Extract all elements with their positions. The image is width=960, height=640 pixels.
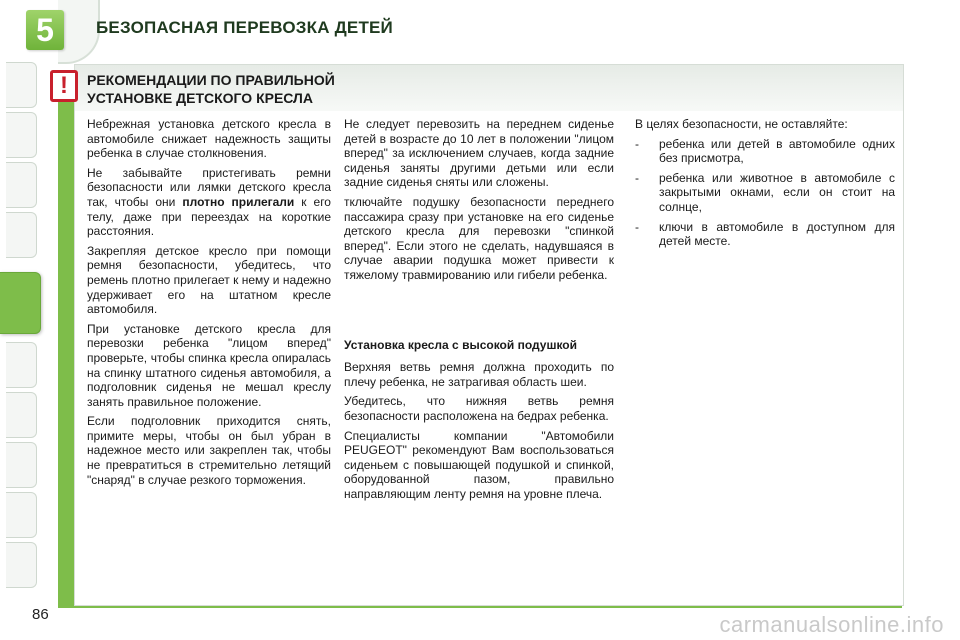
content-panel <box>74 64 904 606</box>
chapter-title: БЕЗОПАСНАЯ ПЕРЕВОЗКА ДЕТЕЙ <box>96 18 393 37</box>
paragraph: Небрежная установка детского кресла в автомобиле снижает надежность защиты ребенка в случае столкновения. <box>87 117 331 161</box>
chapter-tab[interactable] <box>6 492 37 538</box>
column-3 <box>635 117 895 254</box>
bold-emphasis: плотно прилегали <box>182 194 295 209</box>
chapter-tab-active[interactable] <box>0 272 41 334</box>
list-item-text: ребенка или детей в автомобиле одних без присмотра, <box>659 136 895 166</box>
chapter-tab[interactable] <box>6 62 37 108</box>
chapter-tab[interactable] <box>6 442 37 488</box>
paragraph: Специалисты компании "Автомобили PEUGEOT" рекомендуют Вам воспользоваться сиденьем с повышающей подушкой и спинкой, оборудованной пазом, правильно направляющим ленту ремня на уровне плеча. <box>344 428 614 501</box>
list-item-text: ребенка или животное в автомобиле с закрытыми окнами, если он стоит на солнце, <box>659 170 895 214</box>
list-item <box>635 137 895 166</box>
paragraph: При установке детского кресла для перевозки ребенка "лицом вперед" проверьте, чтобы спинка кресла опиралась на спинку штатного сиденья автомобиля, а подголовник сиденья не мешал креслу занять правильное положение. <box>87 321 331 409</box>
paragraph: В целях безопасности, не оставляйте: <box>635 117 848 131</box>
list-item-text: ключи в автомобиле в доступном для детей месте. <box>659 219 895 249</box>
paragraph-text: Не забывайте пристегивать ремни безопасности или лямки детского кресла так, чтобы они <box>87 165 331 209</box>
warning-icon <box>50 70 78 102</box>
chapter-tab[interactable] <box>6 342 37 388</box>
chapter-tab[interactable] <box>6 542 37 588</box>
paragraph: Верхняя ветвь ремня должна проходить по плечу ребенка, не затрагивая область шеи. <box>344 360 614 389</box>
chapter-number-badge: 5 <box>26 10 64 50</box>
paragraph: Не следует перевозить на переднем сиденье детей в возрасте до 10 лет в положении "лицом вперед" за исключением случаев, когда задние сиденья заняты другими детьми или если задние сиденья сняты или сложены. <box>344 117 614 190</box>
paragraph <box>87 166 331 239</box>
list-item <box>635 220 895 249</box>
paragraph: тключайте подушку безопасности переднего пассажира сразу при установке на его сиденье детского кресла для перевозки "спинкой вперед". Если этого не сделать, надувшаяся в случае аварии подушка может привести к тяжелому травмированию или гибели ребенка. <box>344 194 614 282</box>
chapter-tab[interactable] <box>6 212 37 258</box>
paragraph: Если подголовник приходится снять, примите меры, чтобы он был убран в надежное место или закреплен так, чтобы не превратиться в стремительно летящий "снаряд" в случае резкого торможения. <box>87 414 331 487</box>
paragraph: Убедитесь, что нижняя ветвь ремня безопасности расположена на бедрах ребенка. <box>344 394 614 423</box>
section-title <box>87 71 335 107</box>
exclamation-icon: ! <box>60 72 68 99</box>
paragraph-text: к его телу, даже при переездах на короткие расстояния. <box>87 194 331 239</box>
chapter-tab[interactable] <box>6 112 37 158</box>
section-title-line1: РЕКОМЕНДАЦИИ ПО ПРАВИЛЬНОЙ <box>87 72 335 88</box>
paragraph: Закрепляя детское кресло при помощи ремня безопасности, убедитесь, что ремень плотно прилегает к нему и надежно удерживает его на штатном кресле автомобиля. <box>87 243 331 317</box>
section-title-line2: УСТАНОВКЕ ДЕТСКОГО КРЕСЛА <box>87 90 313 106</box>
list-dash: - <box>635 170 639 185</box>
watermark: carmanualsonline.info <box>719 612 944 637</box>
column-2 <box>344 117 614 506</box>
chapter-tab[interactable] <box>6 162 37 208</box>
list-dash: - <box>635 136 639 151</box>
subheading: Установка кресла с высокой подушкой <box>344 337 577 352</box>
column-1 <box>87 117 331 492</box>
list-dash: - <box>635 219 639 234</box>
list-item <box>635 171 895 215</box>
page-number: 86 <box>32 606 49 623</box>
chapter-tab[interactable] <box>6 392 37 438</box>
green-rail <box>58 70 74 606</box>
